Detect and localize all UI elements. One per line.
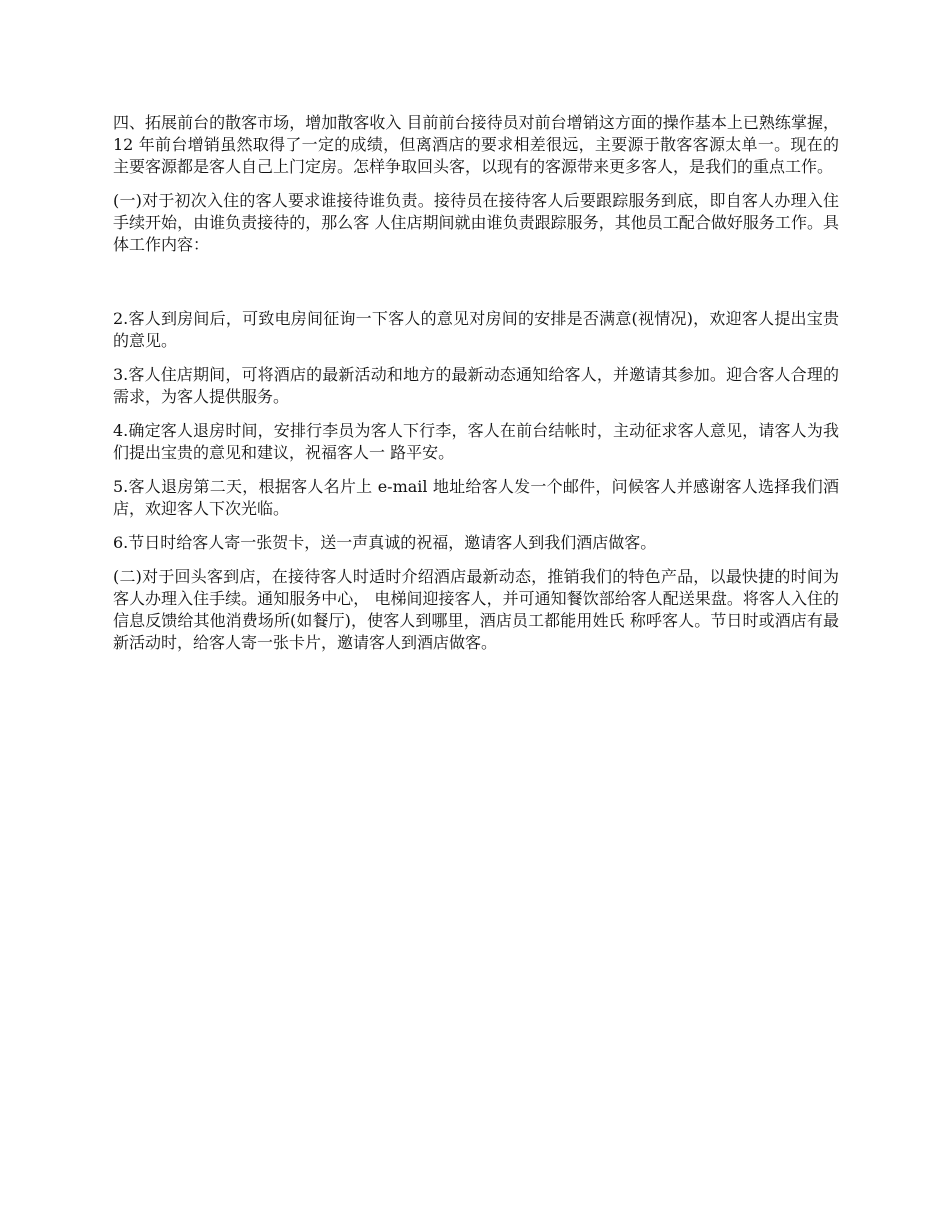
paragraph-item-4: 4.确定客人退房时间，安排行李员为客人下行李，客人在前台结帐时，主动征求客人意见，请客人为我们提出宝贵的意见和建议，祝福客人一 路平安。 xyxy=(113,421,839,462)
paragraph-first-time-guests: (一)对于初次入住的客人要求谁接待谁负责。接待员在接待客人后要跟踪服务到底，即自客人办理入住手续开始，由谁负责接待的，那么客 人住店期间就由谁负责跟踪服务，其他员工配合做好服务工作。具体工作内容： xyxy=(113,191,839,254)
document-body xyxy=(113,112,839,666)
paragraph-returning-guests: (二)对于回头客到店，在接待客人时适时介绍酒店最新动态，推销我们的特色产品，以最快捷的时间为客人办理入住手续。通知服务中心， 电梯间迎接客人，并可通知餐饮部给客人配送果盘。将客人入住的信息反馈给其他消费场所(如餐厅)，使客人到哪里，酒店员工都能用姓氏 称呼客人。节日时或酒店有最新活动时，给客人寄一张卡片，邀请客人到酒店做客。 xyxy=(113,567,839,652)
blank-gap xyxy=(113,268,839,308)
paragraph-section-four: 四、拓展前台的散客市场，增加散客收入 目前前台接待员对前台增销这方面的操作基本上已熟练掌握，12 年前台增销虽然取得了一定的成绩，但离酒店的要求相差很远，主要源于散客客源太单一。现在的主要客源都是客人自己上门定房。怎样争取回头客，以现有的客源带来更多客人，是我们的重点工作。 xyxy=(113,113,839,176)
paragraph-item-2: 2.客人到房间后，可致电房间征询一下客人的意见对房间的安排是否满意(视情况)，欢迎客人提出宝贵的意见。 xyxy=(113,309,839,350)
paragraph-item-3: 3.客人住店期间，可将酒店的最新活动和地方的最新动态通知给客人，并邀请其参加。迎合客人合理的需求，为客人提供服务。 xyxy=(113,365,839,406)
paragraph-item-5: 5.客人退房第二天，根据客人名片上 e-mail 地址给客人发一个邮件，问候客人并感谢客人选择我们酒店，欢迎客人下次光临。 xyxy=(113,477,839,518)
paragraph-item-6: 6.节日时给客人寄一张贺卡，送一声真诚的祝福，邀请客人到我们酒店做客。 xyxy=(113,533,657,552)
